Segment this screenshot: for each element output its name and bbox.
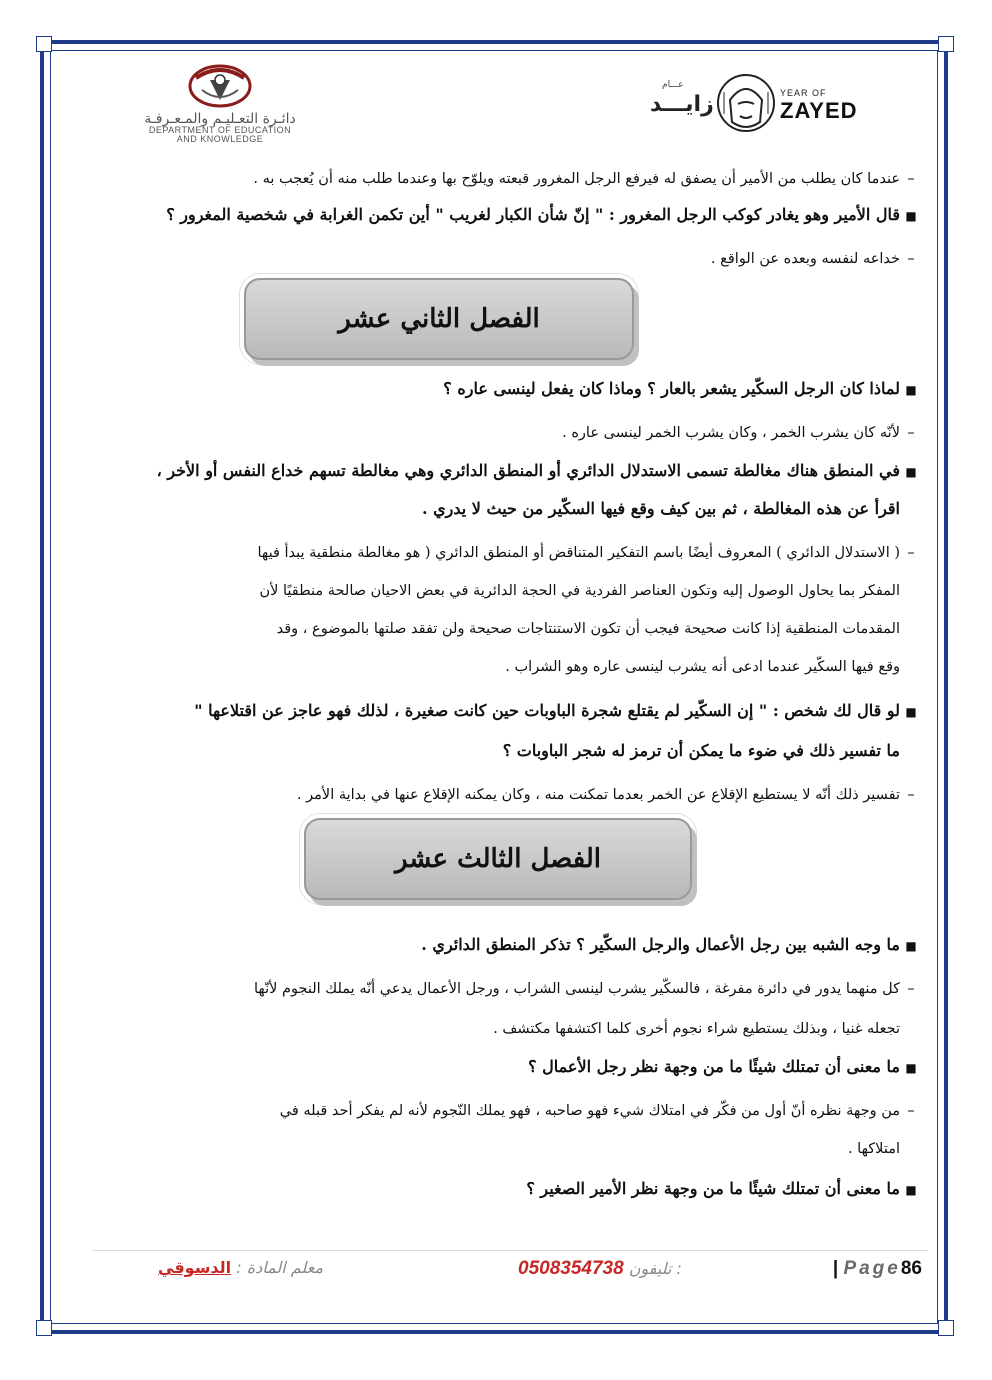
year-of-zayed-arabic-2: زايـــد (650, 92, 714, 117)
dash-marker-icon: – (907, 171, 915, 187)
dash-marker-icon: – (907, 981, 915, 997)
dash-marker-icon: – (907, 545, 915, 561)
department-name-arabic: دائـرة التعـليـم والمـعـرفـة (144, 111, 296, 127)
corner-ornament (36, 36, 52, 52)
teacher-label: معلم المادة : (236, 1258, 324, 1277)
question-line-cont: اقرأ عن هذه المغالطة ، ثم بين كيف وقع فيها السكّير من حيث لا يدري . (421, 499, 900, 518)
falcon-emblem-icon (180, 60, 260, 108)
question-line: ■ما معنى أن تمتلك شيئًا ما من وجهة نظر رجل الأعمال ؟ (528, 1052, 922, 1083)
square-bullet-icon: ■ (905, 705, 917, 719)
chapter-13-banner (304, 818, 692, 900)
page-separator: | (832, 1258, 839, 1279)
page-word: Page (843, 1258, 901, 1279)
question-line: ■في المنطق هناك مغالطة تسمى الاستدلال الدائري أو المنطق الدائري وهي مغالطة تسهم خداع النفس أو الأخر ، (157, 456, 922, 487)
square-bullet-icon: ■ (905, 1183, 917, 1197)
page-header (80, 60, 910, 150)
dash-marker-icon: – (907, 251, 915, 267)
page-border-inner (50, 50, 938, 1324)
year-of-zayed-english-1: YEAR OF (780, 88, 827, 98)
dash-marker-icon: – (907, 787, 915, 803)
teacher-credit (158, 1258, 323, 1277)
year-of-zayed-english-2: ZAYED (780, 98, 858, 123)
corner-ornament (36, 1320, 52, 1336)
answer-line-cont: المقدمات المنطقية إذا كانت صحيحة فيجب أن تكون الاستنتاجات صحيحة ولن تفقد صلتها بالموضوع ، وقد (276, 621, 900, 637)
chapter-13-title: الفصل الثالث عشر (394, 844, 602, 874)
year-of-zayed-arabic-1: عـــام (662, 80, 684, 90)
question-line: ■قال الأمير وهو يغادر كوكب الرجل المغرور : " إنّ شأن الكبار لغريب " أين تكمن الغرابة في شخصية المغرور ؟ (166, 200, 922, 231)
answer-line-cont: المفكر بما يحاول الوصول إليه وتكون العناصر الفردية في الحجة الدائرية في بعض الاحيان صالحة منطقيًا لأن (259, 583, 900, 599)
phone-label: تليفون : (628, 1259, 682, 1278)
answer-line-cont: وقع فيها السكّير عندما ادعى أنه يشرب لينسى عاره وهو الشراب . (505, 659, 900, 675)
corner-ornament (938, 36, 954, 52)
department-logo (80, 60, 360, 150)
answer-line: –تفسير ذلك أنّه لا يستطيع الإقلاع عن الخمر بعدما تمكنت منه ، وكان يمكنه الإقلاع عنها في بداية الأمر . (297, 780, 922, 810)
answer-line-cont: تجعله غنيا ، وبذلك يستطيع شراء نجوم أخرى كلما اكتشفها مكتشف . (493, 1021, 900, 1037)
year-of-zayed-logo (650, 68, 910, 138)
page-footer (70, 1258, 926, 1288)
dash-marker-icon: – (907, 425, 915, 441)
dash-marker-icon: – (907, 1103, 915, 1119)
question-line-cont: ما تفسير ذلك في ضوء ما يمكن أن ترمز له شجر الباوبات ؟ (502, 741, 900, 760)
question-line: ■ما وجه الشبه بين رجل الأعمال والرجل السكّير ؟ تذكر المنطق الدائري . (421, 930, 922, 961)
page-number: 86 (900, 1258, 922, 1279)
answer-line: –كل منهما يدور في دائرة مفرغة ، فالسكّير يشرب لينسى الشراب ، ورجل الأعمال يدعي أنّه يملك النجوم لأنّها (254, 974, 922, 1004)
corner-ornament (938, 1320, 954, 1336)
phone-number: 0508354738 (518, 1258, 624, 1279)
question-line: ■لو قال لك شخص : " إن السكّير لم يقتلع شجرة الباوبات حين كانت صغيرة ، لذلك فهو عاجز عن اقتلاعها " (194, 696, 922, 727)
answer-line: –عندما كان يطلب من الأمير أن يصفق له فيرفع الرجل المغرور قبعته ويلوّح بها وعندما طلب منه أن يُعجب به . (253, 164, 922, 194)
footer-divider (92, 1250, 928, 1251)
answer-line-cont: امتلاكها . (847, 1141, 900, 1157)
answer-line: –لأنّه كان يشرب الخمر ، وكان يشرب الخمر لينسى عاره . (562, 418, 922, 448)
chapter-12-title: الفصل الثاني عشر (338, 304, 540, 334)
department-name-english-1: DEPARTMENT OF EDUCATION (148, 125, 292, 135)
zayed-portrait-icon (716, 70, 776, 136)
answer-line: –خداعه لنفسه وبعده عن الواقع . (711, 244, 922, 274)
phone-info (518, 1258, 682, 1280)
answer-line: –من وجهة نظره أنّ أول من فكّر في امتلاك شيء فهو صاحبه ، فهو يملك النّجوم لأنه لم يفكر أحد قبله في (280, 1096, 922, 1126)
square-bullet-icon: ■ (905, 465, 917, 479)
square-bullet-icon: ■ (905, 209, 917, 223)
square-bullet-icon: ■ (905, 1061, 917, 1075)
chapter-12-banner (244, 278, 634, 360)
teacher-name: الدسوقي (158, 1258, 232, 1277)
square-bullet-icon: ■ (905, 939, 917, 953)
square-bullet-icon: ■ (905, 383, 917, 397)
question-line: ■ما معنى أن تمتلك شيئًا ما من وجهة نظر الأمير الصغير ؟ (526, 1174, 922, 1205)
answer-line: –( الاستدلال الدائري ) المعروف أيضًا باسم التفكير المتناقض أو المنطق الدائري ( هو مغالطة منطقية يبدأ فيها (257, 538, 922, 568)
question-line: ■لماذا كان الرجل السكّير يشعر بالعار ؟ وماذا كان يفعل لينسى عاره ؟ (443, 374, 922, 405)
department-name-english-2: AND KNOWLEDGE (176, 134, 264, 144)
page-indicator (833, 1258, 922, 1280)
